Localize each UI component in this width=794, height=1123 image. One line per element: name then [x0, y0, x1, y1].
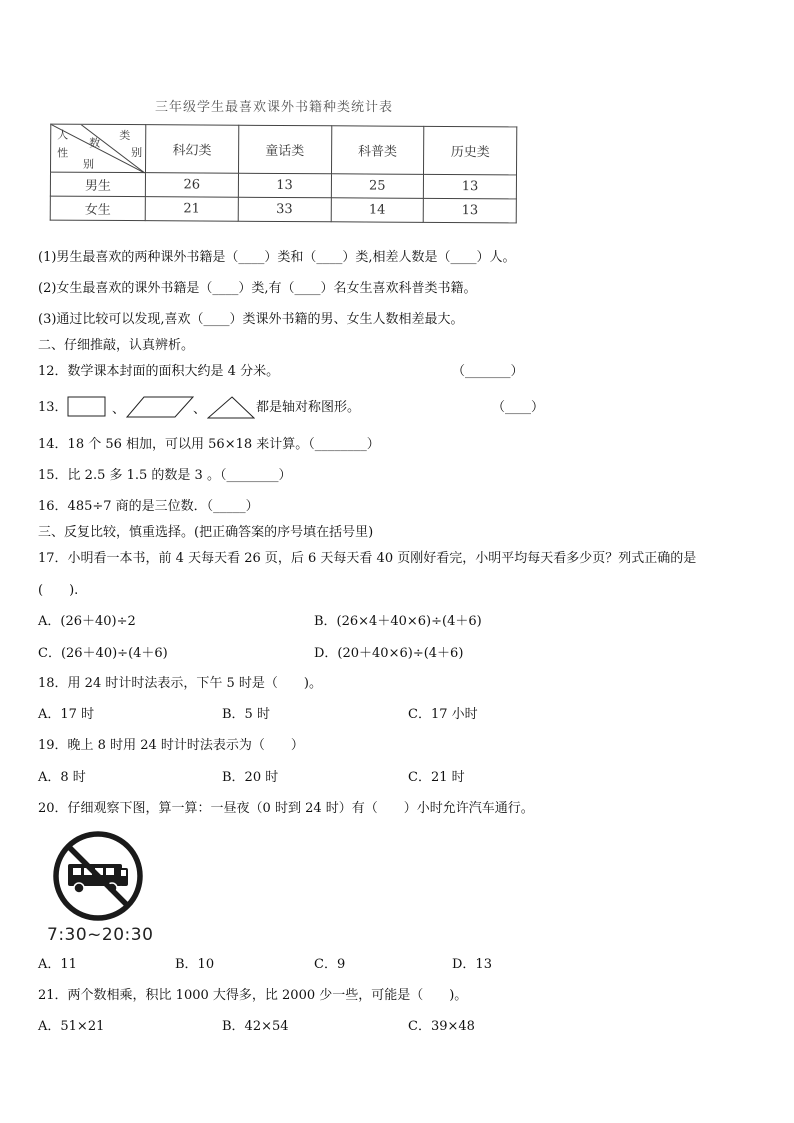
- option-a: A．17 时: [38, 707, 95, 722]
- table-cell: 14: [331, 198, 424, 223]
- separator: 、: [112, 402, 126, 417]
- option-a: A．(26＋40)÷2: [38, 614, 136, 629]
- option-a: A．11: [38, 957, 77, 972]
- section-heading: 二、仔细推敲，认真辨析。: [38, 338, 195, 353]
- table-cell: 25: [331, 174, 424, 199]
- option-b: B．(26×4＋40×6)÷(4＋6): [314, 614, 482, 629]
- table-header: 童话类: [238, 125, 331, 174]
- option-d: D．(20＋40×6)÷(4＋6): [314, 646, 464, 661]
- option-b: B．5 时: [222, 707, 270, 722]
- question-16: 16．485÷7 商的是三位数．（_____）: [38, 499, 259, 514]
- corner-label: 数: [89, 136, 101, 150]
- section-heading: 三、反复比较，慎重选择。(把正确答案的序号填在括号里): [38, 525, 374, 540]
- option-c: C．39×48: [408, 1019, 475, 1034]
- triangle-shape-icon: [207, 396, 255, 424]
- table-cell: 13: [423, 198, 516, 223]
- separator: 、: [193, 402, 207, 417]
- question-13-number: 13．: [38, 400, 68, 415]
- answer-blank: （_______）: [452, 364, 524, 379]
- answer-blank: （____）: [492, 400, 545, 415]
- table-cell: 33: [238, 197, 331, 222]
- question-12: 12．数学课本封面的面积大约是 4 分米。: [38, 364, 280, 379]
- table-row: [50, 172, 516, 199]
- question-20: 20．仔细观察下图，算一算：一昼夜（0 时到 24 时）有（ ）小时允许汽车通行。: [38, 801, 534, 816]
- question-19: 19．晚上 8 时用 24 时计时法表示为（ ）: [38, 738, 304, 753]
- option-b: B．10: [175, 957, 215, 972]
- question-1: (1)男生最喜欢的两种课外书籍是（____）类和（____）类,相差人数是（____）人。: [38, 250, 516, 265]
- question-18: 18．用 24 时计时法表示，下午 5 时是（ )。: [38, 676, 322, 691]
- rectangle-shape-icon: [67, 396, 107, 422]
- question-21: 21．两个数相乘，积比 1000 大得多，比 2000 少一些，可能是（ )。: [38, 988, 468, 1003]
- row-label: 男生: [50, 172, 145, 197]
- option-c: C．9: [314, 957, 346, 972]
- question-17: 17．小明看一本书，前 4 天每天看 26 页，后 6 天每天看 40 页刚好看完，小明平均每天看多少页？列式正确的是: [38, 551, 697, 566]
- option-a: A．51×21: [38, 1019, 105, 1034]
- option-a: A．8 时: [38, 770, 86, 785]
- option-c: C．(26＋40)÷(4＋6): [38, 646, 168, 661]
- question-15: 15．比 2.5 多 1.5 的数是 3 。（________）: [38, 468, 292, 483]
- sign-time-label: 7:30~20:30: [47, 925, 154, 945]
- corner-label: 别: [131, 146, 143, 160]
- table-header: 科幻类: [146, 125, 239, 174]
- option-c: C．17 小时: [408, 707, 478, 722]
- answer-paren: ( ).: [38, 583, 79, 598]
- table-row: [50, 196, 516, 223]
- parallelogram-shape-icon: [126, 396, 194, 422]
- table-cell: 13: [424, 174, 517, 199]
- option-c: C．21 时: [408, 770, 465, 785]
- table-header: 科普类: [331, 126, 424, 175]
- option-b: B．20 时: [222, 770, 279, 785]
- question-2: (2)女生最喜欢的课外书籍是（____）类,有（____）名女生喜欢科普类书籍。: [38, 281, 477, 296]
- table-corner-header: [51, 124, 146, 173]
- corner-label: 人: [57, 128, 69, 142]
- row-label: 女生: [50, 196, 145, 221]
- question-3: (3)通过比较可以发现,喜欢（____）类课外书籍的男、女生人数相差最大。: [38, 312, 464, 327]
- question-13-text: 都是轴对称图形。: [256, 400, 361, 415]
- table-header: 历史类: [424, 126, 517, 175]
- option-b: B．42×54: [222, 1019, 289, 1034]
- book-statistics-table: [50, 124, 518, 224]
- no-bus-sign-icon: [50, 828, 146, 928]
- table-cell: 21: [145, 197, 238, 222]
- corner-label: 性: [57, 146, 69, 160]
- question-14: 14．18 个 56 相加，可以用 56×18 来计算。（________）: [38, 437, 380, 452]
- table-cell: 13: [238, 173, 331, 198]
- corner-label: 类: [119, 128, 131, 143]
- corner-label: 别: [83, 157, 95, 171]
- table-cell: 26: [145, 173, 238, 198]
- table-title: 三年级学生最喜欢课外书籍种类统计表: [155, 100, 394, 115]
- option-d: D．13: [452, 957, 492, 972]
